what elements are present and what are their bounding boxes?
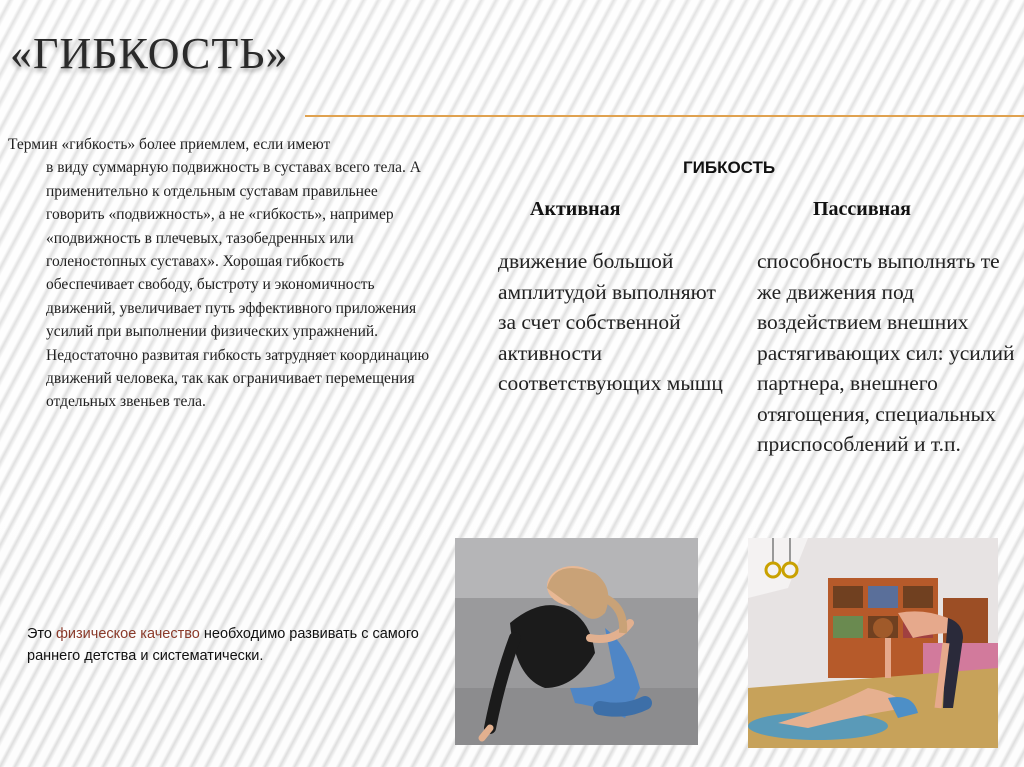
passive-label: Пассивная [813,198,911,220]
diagram-heading: ГИБКОСТЬ [683,158,776,177]
lead-body: в виду суммарную подвижность в суставах всего тела. А применительно к отдельным суставам правильнее говорить «подвижность», а не «гибкость», например «подвижность в плечевых, тазобедренных или голеностопных суставах». Хорошая гибкость обеспечивает свободу, быстроту и экономичность движений, увеличивает путь эффективного приложения усилий при выполнении физических упражнений. Недостаточно развитая гибкость затрудняет координацию движений человека, так как ограничивает перемещения отдельных звеньев тела. [46,159,430,411]
note-prefix: Это [27,626,56,642]
active-description: движение большой амплитудой выполняют за счет собственной активности соответствующих мышц [498,249,723,395]
note-paragraph [27,623,437,667]
active-label: Активная [530,198,621,220]
lead-first-line: Термин «гибкость» более приемлем, если имеют [8,136,331,153]
passive-flexibility-photo [748,538,998,748]
page-title: «ГИБКОСТЬ» [10,29,289,78]
note-highlight: физическое качество [56,626,200,642]
note-suffix: необходимо развивать с самого раннего детства и систематически. [27,626,419,664]
lead-paragraph [8,133,433,414]
passive-description: способность выполнять те же движения под воздействием внешних растягивающих сил: усилий партнера, внешнего отягощения, специальных приспособлений и т.п. [757,249,1015,456]
active-flexibility-photo [455,538,698,745]
title-underline [305,115,1024,117]
